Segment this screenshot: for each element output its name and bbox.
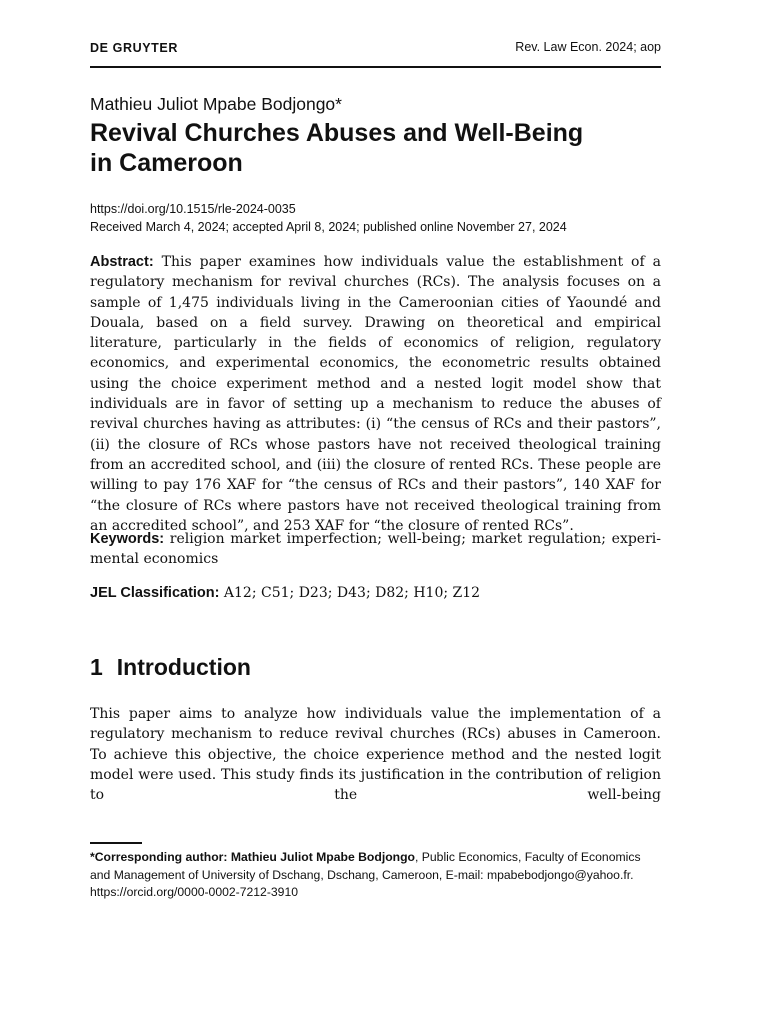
- keywords-label: Keywords:: [90, 531, 165, 547]
- article-meta: [90, 200, 567, 236]
- jel-classification: [90, 583, 661, 603]
- jel-label: JEL Classification:: [90, 585, 220, 601]
- abstract: [90, 252, 661, 536]
- footnote-label: *Corresponding author: Mathieu Juliot Mpabe Bodjongo: [90, 850, 415, 864]
- section-heading: [90, 654, 251, 681]
- abstract-label: Abstract:: [90, 254, 154, 270]
- article-title: [90, 118, 650, 178]
- section-number: 1: [90, 654, 103, 680]
- journal-citation: Rev. Law Econ. 2024; aop: [515, 40, 661, 54]
- publication-dates: Received March 4, 2024; accepted April 8, 2024; published online November 27, 2024: [90, 220, 567, 234]
- footnote: [90, 849, 661, 902]
- jel-text: A12; C51; D23; D43; D82; H10; Z12: [219, 585, 481, 601]
- publisher-logo: DE GRUYTER: [90, 41, 178, 55]
- title-line-1: Revival Churches Abuses and Well-Being: [90, 119, 584, 147]
- page-header: [90, 38, 661, 68]
- section-title: Introduction: [116, 654, 251, 680]
- footnote-text: , Public Economics, Faculty of Economics and Management of University of Dschang, Dschang, Cameroon, E-mail: mpabebodjongo@yahoo.fr. https://orcid.org/0000-0002-7212-3910: [90, 850, 641, 899]
- abstract-text: This paper examines how individuals value the establishment of a regulatory mechanism for revival churches (RCs). The analysis focuses on a sample of 1,475 individuals living in the Cameroonian cities of Yaoundé and Douala, based on a field survey. Drawing on theoretical and empirical literature, particularly in the fields of economics of religion, regulatory economics, and experimental economics, the econometric results obtained using the choice experiment method and a nested logit model show that individuals are in favor of setting up a mechanism to reduce the abuses of revival churches having as attributes: (i) “the census of RCs and their pastors”, (ii) the closure of RCs whose pastors have not received theological training from an accredited school, and (iii) the closure of rented RCs. These people are willing to pay 176 XAF for “the census of RCs and their pastors”, 140 XAF for “the closure of RCs where pastors have not received theological training from an accredited school”, and 253 XAF for “the closure of rented RCs”.: [90, 254, 661, 534]
- title-line-2: in Cameroon: [90, 149, 243, 177]
- keywords-text: religion market imperfection; well-being; market regulation; experimental economics: [90, 531, 661, 568]
- intro-paragraph: This paper aims to analyze how individuals value the implementation of a regulatory mechanism to reduce revival churches (RCs) abuses in Cameroon. To achieve this objective, the choice experience method and the nested logit model were used. This study finds its justification in the contribution of religion to the well-being: [90, 706, 661, 804]
- doi-link[interactable]: https://doi.org/10.1515/rle-2024-0035: [90, 202, 296, 216]
- keywords: [90, 529, 661, 570]
- footnote-divider: [90, 842, 142, 844]
- author-name: Mathieu Juliot Mpabe Bodjongo*: [90, 94, 342, 114]
